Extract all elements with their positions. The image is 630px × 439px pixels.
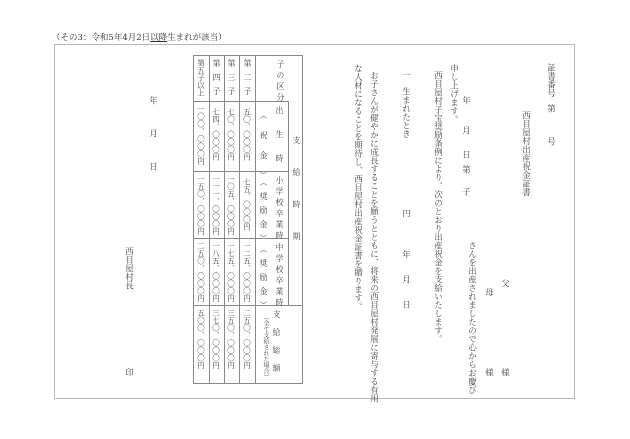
value-total-child4: 三七〇、〇〇〇円 xyxy=(211,309,221,369)
item-day: 日 xyxy=(400,300,411,309)
certificate-frame xyxy=(54,44,575,399)
mother-label: 母 xyxy=(483,288,494,297)
item-born-label: 生まれたとき xyxy=(400,87,411,138)
table-col-divider xyxy=(209,56,210,383)
value-elem-child5: 一五〇、〇〇〇円 xyxy=(196,175,206,235)
certificate-number-label: 証書番号 xyxy=(545,63,556,97)
value-total-child2: 二五〇、〇〇〇円 xyxy=(242,309,252,369)
header-child-2: 第二子 xyxy=(243,59,252,101)
seal-mark: 印 xyxy=(123,368,134,377)
certificate-number-go: 号 xyxy=(545,137,556,146)
item-year: 年 xyxy=(400,250,411,259)
item-one-number: 一 xyxy=(400,71,411,80)
item-yen: 円 xyxy=(400,209,411,218)
certificate-number-dai: 第 xyxy=(545,104,556,113)
table-divider xyxy=(194,305,303,306)
mother-sama: 様 xyxy=(483,368,494,377)
header-payment-period: 支給時期 xyxy=(292,136,301,264)
value-birth-child4: 七四、〇〇〇円 xyxy=(211,108,221,161)
birth-month: 月 xyxy=(460,126,471,135)
issue-day: 日 xyxy=(147,162,158,171)
value-birth-child2: 五〇、〇〇〇円 xyxy=(242,108,252,161)
header-child-3: 第三子 xyxy=(227,59,236,101)
issue-month: 月 xyxy=(147,129,158,138)
value-total-child3: 三五〇、〇〇〇円 xyxy=(226,309,236,369)
value-junior-child4: 一八五、〇〇〇円 xyxy=(211,242,221,302)
birth-dai: 第 xyxy=(460,165,471,174)
wish-line-1: お子さんが健やかに成長することを願うとともに、将来の西目屋村発展に寄与する有用 xyxy=(368,71,379,403)
row-birth-sub: （祝金） xyxy=(259,111,268,191)
value-elem-child3: 一〇五、〇〇〇円 xyxy=(226,175,236,235)
row-birth-label: 出生時 xyxy=(275,106,284,178)
issue-year: 年 xyxy=(147,96,158,105)
wish-line-2: な人材になることを期待し、西目屋村出産祝金証書を贈ります。 xyxy=(352,64,363,311)
page-caption: （その3：令和5年4月2日以降生まれが該当） xyxy=(52,33,227,43)
row-total-label: 支給総額 xyxy=(272,310,281,382)
value-elem-child4: 一一一、〇〇〇円 xyxy=(211,175,221,235)
caption-underlined: 以降 xyxy=(150,33,168,43)
table-col-divider xyxy=(239,56,240,383)
value-junior-child3: 一七五、〇〇〇円 xyxy=(226,242,236,302)
allowance-table xyxy=(193,55,303,384)
mayor-title: 西目屋村長 xyxy=(123,247,134,290)
row-junior-label: 中学校卒業時 xyxy=(275,243,284,309)
ordinance-text: 西目屋村子宝奨励条例により、次のとおり出産祝金を支給いたします。 xyxy=(432,71,443,343)
certificate-title: 西目屋村出産祝金証書 xyxy=(520,111,531,196)
table-col-divider xyxy=(255,56,256,383)
table-col-divider xyxy=(288,101,289,305)
value-elem-child2: 七五、〇〇〇円 xyxy=(242,178,252,231)
birth-year: 年 xyxy=(460,96,471,105)
row-elem-sub: （奨励金） xyxy=(259,178,268,248)
value-birth-child3: 七〇、〇〇〇円 xyxy=(226,108,236,161)
father-label: 父 xyxy=(499,279,510,288)
value-junior-child2: 一二五、〇〇〇円 xyxy=(242,242,252,302)
value-birth-child5: 一〇〇、〇〇〇円 xyxy=(196,105,206,165)
header-child-4: 第四子 xyxy=(212,59,221,101)
birth-day: 日 xyxy=(460,150,471,159)
item-month: 月 xyxy=(400,275,411,284)
value-total-child5: 五〇〇、〇〇〇円 xyxy=(196,309,206,369)
row-junior-sub: （奨励金） xyxy=(259,245,268,315)
header-child-category: 子の区分 xyxy=(276,60,285,104)
birth-ko: 子 xyxy=(460,187,471,196)
father-sama: 様 xyxy=(499,368,510,377)
row-elem-label: 小学校卒業時 xyxy=(275,176,284,242)
birth-line: さんを出産されましたので心からお慶び xyxy=(466,241,477,394)
moushiage-text: 申し上げます。 xyxy=(448,64,459,124)
value-junior-child5: 二五〇、〇〇〇円 xyxy=(196,242,206,302)
header-child-5plus: 第五子以上 xyxy=(196,59,206,97)
row-total-sub: （全て支給された場合） xyxy=(262,314,269,380)
table-col-divider xyxy=(224,56,225,383)
